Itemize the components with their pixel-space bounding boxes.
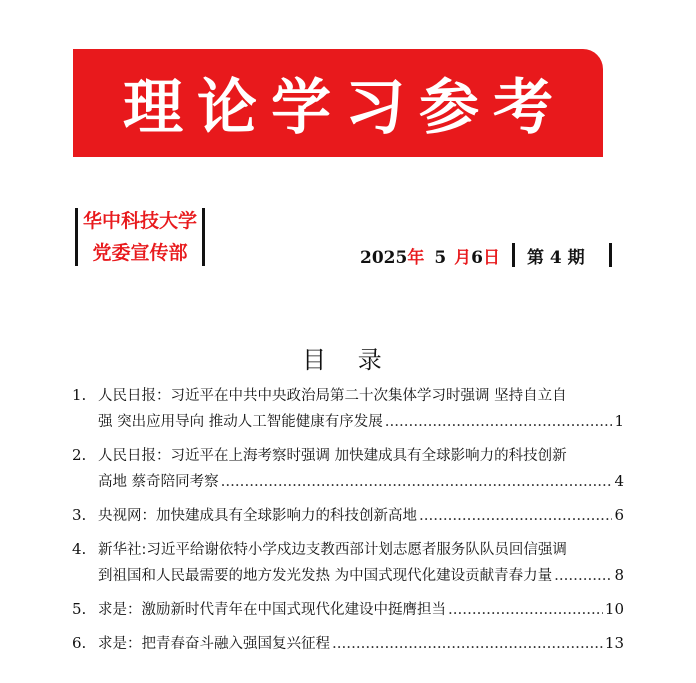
table-of-contents [72,382,624,656]
date-month-char: 月 [454,247,472,268]
date-day-char: 日 [483,247,501,268]
toc-entry-title-line1: 新华社:习近平给谢依特小学戍边支教西部计划志愿者服务队队员回信强调 [98,542,567,558]
date-month: 5 [434,247,447,268]
toc-entry[interactable] [72,596,624,622]
dot-leader [448,596,603,622]
date-day: 6 [471,247,484,268]
toc-entry-number: 1. [72,386,87,404]
dot-leader [332,630,603,656]
toc-title: 目 录 [302,346,394,374]
toc-entry-title-line2: 强 突出应用导向 推动人工智能健康有序发展 [98,414,383,430]
toc-entry-number: 4. [72,540,87,558]
issue-date [360,243,500,268]
issue-line [360,242,612,268]
toc-entry-page: 6 [614,506,624,524]
dot-leader [385,408,613,434]
toc-entry[interactable] [72,382,624,434]
masthead-banner [73,49,603,157]
toc-entry-number: 3. [72,506,87,524]
publisher-department: 党委宣传部 [92,242,188,264]
toc-entry-title-line1: 求是：激励新时代青年在中国式现代化建设中挺膺担当 [98,602,446,618]
toc-entry-number: 2. [72,446,87,464]
dot-leader [221,468,613,494]
toc-entry-page: 1 [614,412,624,430]
toc-entry-title-line2: 到祖国和人民最需要的地方发光发热 为中国式现代化建设贡献青春力量 [98,568,553,584]
toc-entry-title-line1: 人民日报：习近平在上海考察时强调 加快建成具有全球影响力的科技创新 [98,448,567,464]
publisher-block [75,208,205,266]
toc-entry-title-line2: 高地 蔡奇陪同考察 [98,474,219,490]
toc-entry-title-line1: 人民日报：习近平在中共中央政治局第二十次集体学习时强调 坚持自立自 [98,388,567,404]
dot-leader [554,562,612,588]
toc-entry-title-line1: 央视网：加快建成具有全球影响力的科技创新高地 [98,508,417,524]
divider [512,243,515,267]
publisher-university: 华中科技大学 [82,210,197,232]
masthead-title: 理论学习参考 [123,73,567,143]
date-year-char: 年 [407,247,425,268]
toc-entry-page: 10 [604,600,624,618]
issue-number: 第 4 期 [527,247,585,268]
dot-leader [419,502,612,528]
toc-entry-page: 4 [614,472,624,490]
toc-entry-title-line1: 求是：把青春奋斗融入强国复兴征程 [98,636,330,652]
toc-entry[interactable] [72,630,624,656]
toc-entry[interactable] [72,536,624,588]
divider [609,243,612,267]
toc-entry-number: 6. [72,634,87,652]
date-year: 2025 [360,247,408,268]
toc-entry[interactable] [72,502,624,528]
toc-entry[interactable] [72,442,624,494]
toc-entry-page: 8 [614,566,624,584]
toc-entry-number: 5. [72,600,87,618]
toc-entry-page: 13 [604,634,624,652]
